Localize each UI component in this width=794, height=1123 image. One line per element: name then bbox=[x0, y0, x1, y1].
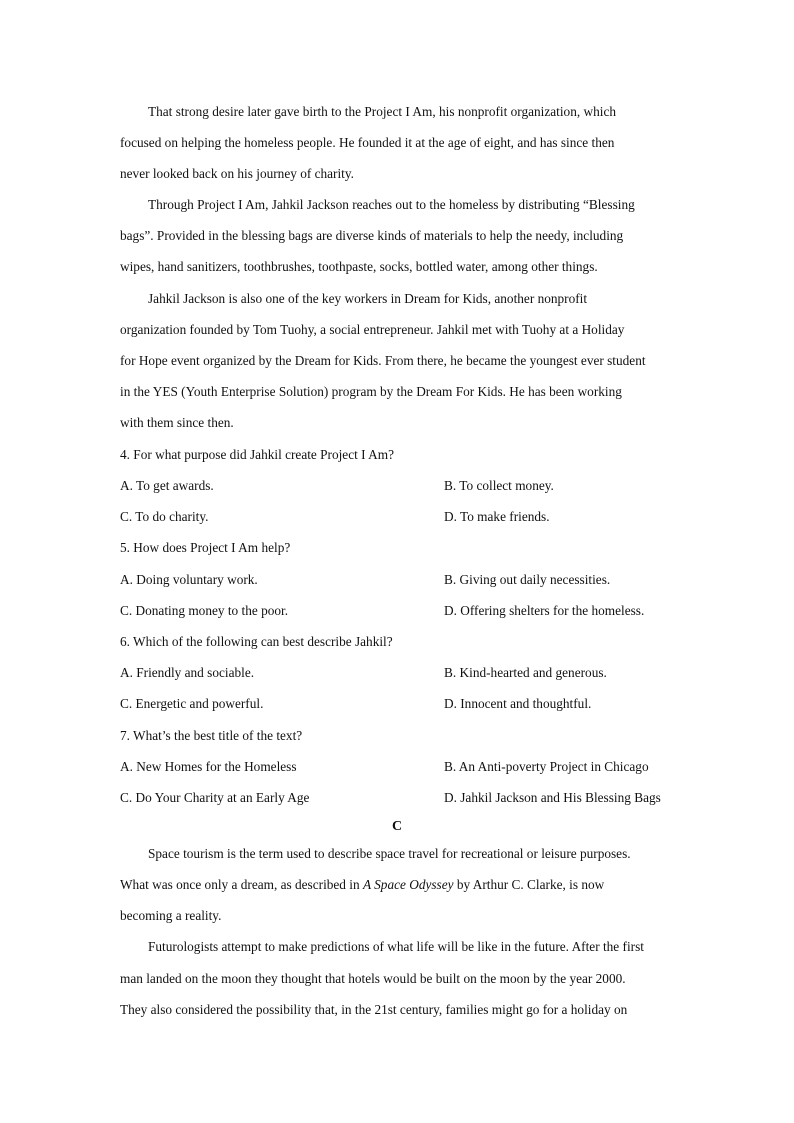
passage-b-p1-line-2: focused on helping the homeless people. He founded it at the age of eight, and has since then bbox=[120, 135, 615, 150]
passage-b-p3-line-3: for Hope event organized by the Dream for Kids. From there, he became the youngest ever student bbox=[120, 353, 646, 368]
section-c-p2-line-1: Futurologists attempt to make predictions of what life will be like in the future. After the first bbox=[148, 939, 644, 954]
section-c-p2-line-3: They also considered the possibility that, in the 21st century, families might go for a holiday on bbox=[120, 1002, 628, 1017]
question-4-option-a: A. To get awards. bbox=[120, 478, 214, 493]
passage-b-p3-line-5: with them since then. bbox=[120, 415, 234, 430]
question-6-stem: 6. Which of the following can best describe Jahkil? bbox=[120, 634, 393, 649]
section-c-p2-line-2: man landed on the moon they thought that hotels would be built on the moon by the year 2000. bbox=[120, 971, 626, 986]
question-7-option-d: D. Jahkil Jackson and His Blessing Bags bbox=[444, 790, 661, 805]
section-c-p1-line-1: Space tourism is the term used to describe space travel for recreational or leisure purposes. bbox=[148, 846, 631, 861]
question-7-option-a: A. New Homes for the Homeless bbox=[120, 759, 297, 774]
passage-b-p3-line-1: Jahkil Jackson is also one of the key workers in Dream for Kids, another nonprofit bbox=[148, 291, 588, 306]
passage-b-p2-line-3: wipes, hand sanitizers, toothbrushes, toothpaste, socks, bottled water, among other things. bbox=[120, 259, 598, 274]
section-c-p1-line-2-text: What was once only a dream, as described in bbox=[120, 877, 363, 892]
question-5-stem: 5. How does Project I Am help? bbox=[120, 540, 291, 555]
section-c-p1-line-2-tail: by Arthur C. Clarke, is now bbox=[453, 877, 605, 892]
section-c-p1-line-3: becoming a reality. bbox=[120, 908, 222, 923]
passage-b-p3-line-2: organization founded by Tom Tuohy, a social entrepreneur. Jahkil met with Tuohy at a Holiday bbox=[120, 322, 625, 337]
question-6-option-b: B. Kind-hearted and generous. bbox=[444, 665, 607, 680]
passage-b-p1-line-3: never looked back on his journey of charity. bbox=[120, 166, 354, 181]
passage-b-p3-line-4: in the YES (Youth Enterprise Solution) program by the Dream For Kids. He has been working bbox=[120, 384, 622, 399]
question-6-option-d: D. Innocent and thoughtful. bbox=[444, 696, 592, 711]
passage-b-p1-line-1: That strong desire later gave birth to the Project I Am, his nonprofit organization, which bbox=[148, 104, 616, 119]
question-7-option-c: C. Do Your Charity at an Early Age bbox=[120, 790, 310, 805]
question-4-option-b: B. To collect money. bbox=[444, 478, 554, 493]
question-5-option-c: C. Donating money to the poor. bbox=[120, 603, 289, 618]
passage-b-p2-line-2: bags”. Provided in the blessing bags are diverse kinds of materials to help the needy, including bbox=[120, 228, 624, 243]
question-6-option-a: A. Friendly and sociable. bbox=[120, 665, 255, 680]
book-title: A Space Odyssey bbox=[362, 877, 454, 892]
question-5-option-d: D. Offering shelters for the homeless. bbox=[444, 603, 645, 618]
question-7-option-b: B. An Anti-poverty Project in Chicago bbox=[444, 759, 649, 774]
passage-b-p2-line-1: Through Project I Am, Jahkil Jackson reaches out to the homeless by distributing “Blessing bbox=[148, 197, 635, 212]
section-c-heading: C bbox=[391, 819, 403, 834]
question-4-stem: 4. For what purpose did Jahkil create Project I Am? bbox=[120, 447, 394, 462]
section-c-p1-line-2 bbox=[120, 876, 604, 894]
question-4-option-d: D. To make friends. bbox=[444, 509, 550, 524]
question-5-option-a: A. Doing voluntary work. bbox=[120, 572, 258, 587]
question-7-stem: 7. What’s the best title of the text? bbox=[120, 728, 303, 743]
question-6-option-c: C. Energetic and powerful. bbox=[120, 696, 264, 711]
question-5-option-b: B. Giving out daily necessities. bbox=[444, 572, 611, 587]
question-4-option-c: C. To do charity. bbox=[120, 509, 209, 524]
